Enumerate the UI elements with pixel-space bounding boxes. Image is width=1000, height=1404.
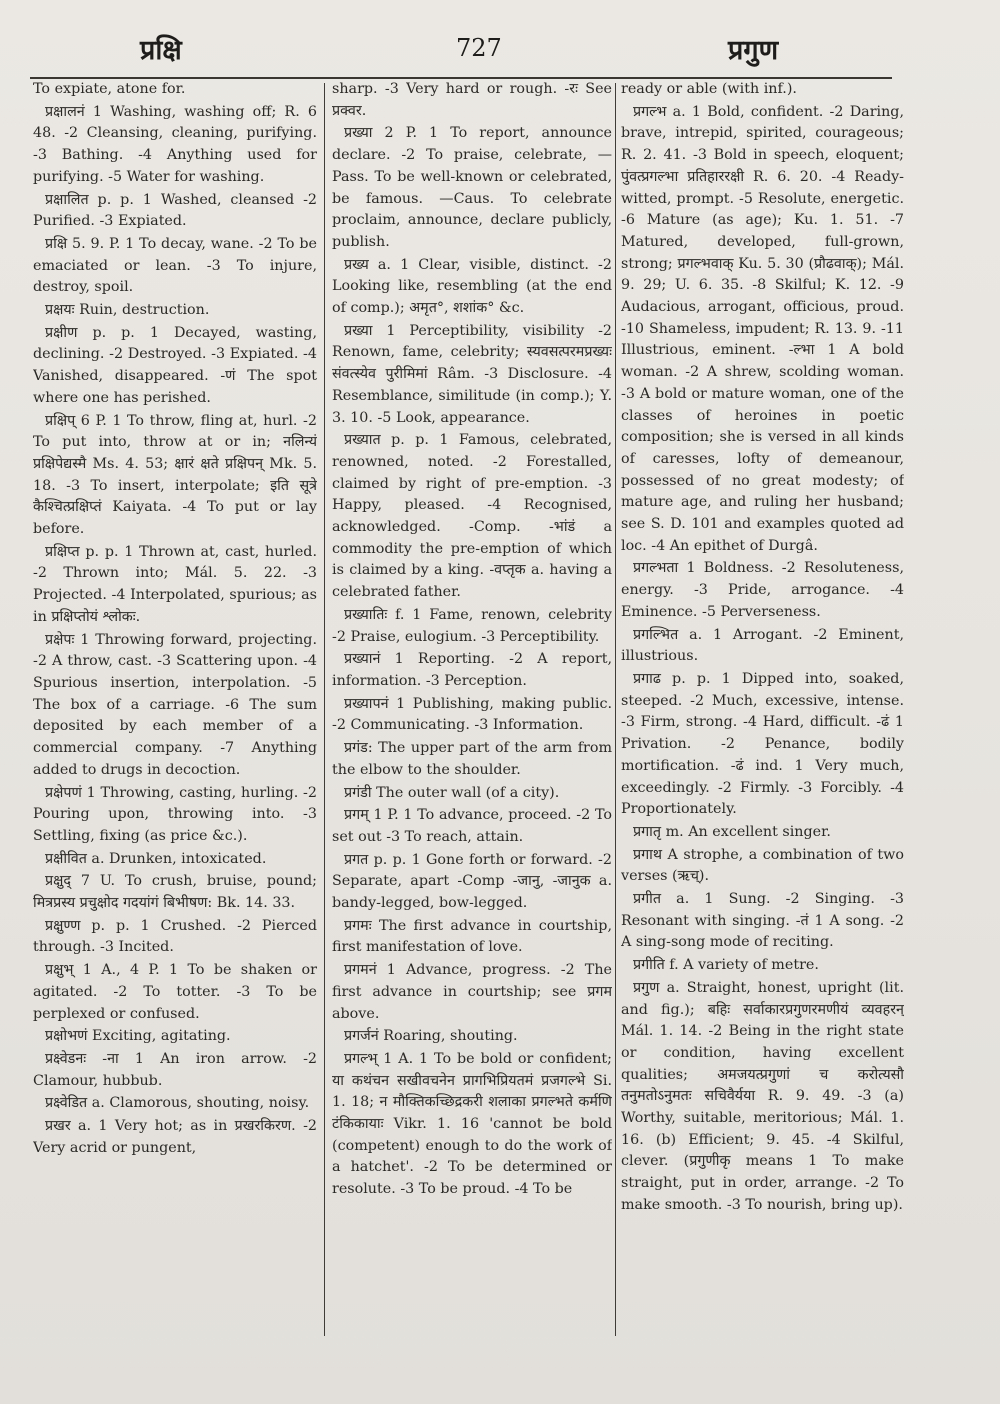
dictionary-entry: प्रक्षिप् 6 P. 1 To throw, fling at, hurl. -2 To put into, throw at or in; नलिन्यं प्रक्षिपेद्यस्मै Ms. 4. 53; क्षारं क्षते प्रक्षिपन् Mk. 5. 18. -3 To insert, interpolate; इति सूत्रे कैश्चित्प्रक्षिप्तं Kaiyata. -4 To put or lay before. xyxy=(33,412,317,538)
dictionary-entry: प्रक्षि 5. 9. P. 1 To decay, wane. -2 To be emaciated or lean. -3 To injure, destroy, spoil. xyxy=(33,235,317,296)
dictionary-entry: प्रगाढ p. p. 1 Dipped into, soaked, steeped. -2 Much, excessive, intense. -3 Firm, strong. -4 Hard, difficult. -ढं 1 Privation. -2 Penance, bodily mortification. -ढं ind. 1 Very much, exceedingly. -2 Firmly. -3 Forcibly. -4 Proportionately. xyxy=(621,670,904,818)
dictionary-entry: प्रख्या 2 P. 1 To report, announce declare. -2 To praise, celebrate, —Pass. To be well-known or celebrated, be famous. —Caus. To celebrate proclaim, announce, declare publicly, publish. xyxy=(332,125,612,250)
dictionary-entry: प्रक्षेपणं 1 Throwing, casting, hurling. -2 Pouring upon, throwing into. -3 Settling, fixing (as price &c.). xyxy=(33,784,317,844)
dictionary-entry: प्रक्षेपः 1 Throwing forward, projecting. -2 A throw, cast. -3 Scattering upon. -4 Spurious insertion, interpolation. -5 The box of a carriage. -6 The sum deposited by each member of a commercial company. -7 Anything added to drugs in decoction. xyxy=(33,631,317,778)
dictionary-entry: प्रगल्भता 1 Boldness. -2 Resoluteness, energy. -3 Pride, arrogance. -4 Eminence. -5 Perverseness. xyxy=(621,560,904,620)
dictionary-entry: प्रगातृ m. An excellent singer. xyxy=(633,823,831,840)
dictionary-entry: प्रख्यात p. p. 1 Famous, celebrated, renowned, noted. -2 Forestalled, claimed by right of pre-emption. -3 Happy, pleased. -4 Recognised, acknowledged. -Comp. -भांडं a commodity the pre-emption of which is claimed by a king. -वप्तृक a. having a celebrated father. xyxy=(332,432,612,601)
dictionary-entry: प्रक्षीवित a. Drunken, intoxicated. xyxy=(45,850,267,867)
dictionary-entry: प्रखर a. 1 Very hot; as in प्रखरकिरण. -2 Very acrid or pungent, xyxy=(33,1118,317,1156)
dictionary-entry: प्रगुण a. Straight, honest, upright (lit. and fig.); बहिः सर्वाकारप्रगुणरमणीयं व्यवहरन् Mál. 1. 14. -2 Being in the right state or condition, having excellent qualities; अमजयत्प्रगुणां च करोत्यसौ तनुमतोऽनुमतः सचिवैर्यया R. 9. 49. -3 (a) Worthy, suitable, meritorious; Mál. 1. 16. (b) Efficient; 9. 45. -4 Skilful, clever. (प्रगुणीकृ means 1 To make straight, put in order, arrange. -2 To make smooth. -3 To nourish, bring up). xyxy=(621,979,904,1213)
dictionary-entry: प्रक्षुभ् 1 A., 4 P. 1 To be shaken or agitated. -2 To totter. -3 To be perplexed or confused. xyxy=(33,962,317,1022)
dictionary-entry: प्रक्षालनं 1 Washing, washing off; R. 6 48. -2 Cleansing, cleaning, purifying. -3 Bathing. -4 Anything used for purifying. -5 Water for washing. xyxy=(33,103,317,185)
dictionary-entry: प्रगल्भित a. 1 Arrogant. -2 Eminent, illustrious. xyxy=(621,626,904,665)
dictionary-entry: प्रगाथ A strophe, a combination of two verses (ऋच्). xyxy=(621,846,904,885)
dictionary-entry: प्रक्षीण p. p. 1 Decayed, wasting, declining. -2 Destroyed. -3 Expiated. -4 Vanished, disappeared. -णं The spot where one has perished. xyxy=(33,324,317,406)
dictionary-entry: प्रगीत a. 1 Sung. -2 Singing. -3 Resonant with singing. -तं 1 A song. -2 A sing-song mode of reciting. xyxy=(621,891,904,951)
column-right xyxy=(621,79,904,1379)
dictionary-entry: प्रगम् 1 P. 1 To advance, proceed. -2 To set out -3 To reach, attain. xyxy=(332,807,612,845)
page-header xyxy=(0,18,1000,78)
page-number: 727 xyxy=(456,34,502,62)
dictionary-entry: प्रक्ष्वेडनः -ना 1 An iron arrow. -2 Clamour, hubbub. xyxy=(33,1050,317,1089)
dictionary-entry: प्रख्यापनं 1 Publishing, making public. -2 Communicating. -3 Information. xyxy=(332,695,612,734)
right-running-headword: प्रगुण xyxy=(728,35,779,66)
dictionary-entry: प्रगंड: The upper part of the arm from the elbow to the shoulder. xyxy=(332,740,612,778)
dictionary-entry: प्रगल्भ a. 1 Bold, confident. -2 Daring, brave, intrepid, spirited, courageous; R. 2. 41. -3 Bold in speech, eloquent; पुंवत्प्रगल्भा प्रतिहाररक्षी R. 6. 20. -4 Ready-witted, prompt. -5 Resolute, energetic. -6 Mature (as age); Ku. 1. 51. -7 Matured, developed, full-grown, strong; प्रगल्भवाक् Ku. 5. 30 (प्रौढवाक्); Mál. 9. 29; U. 6. 35. -8 Skilful; K. 12. -9 Audacious, arrogant, officious, proud. -10 Shameless, impudent; R. 13. 9. -11 Illustrious, eminent. -ल्भा 1 A bold woman. -2 A shrew, scolding woman. -3 A bold or mature woman, one of the classes of heroines in poetic composition; she is versed in all kinds of caresses, lofty of demeanour, possessed of no great modesty; of mature age, and ruling her husband; see S. D. 101 and examples quoted ad loc. -4 An epithet of Durgâ. xyxy=(621,103,904,554)
dictionary-entry: प्रगल्भ् 1 A. 1 To be bold or confident; या कथंचन सखीवचनेन प्रागभिप्रियतमं प्रजगल्भे Si. 1. 18; न मौक्तिकच्छिद्रकरी शलाका प्रगल्भते कर्मणि टंकिकायाः Vikr. 1. 16 'cannot be bold (competent) enough to do the work of a hatchet'. -2 To be determined or resolute. -3 To be proud. -4 To be xyxy=(332,1050,612,1198)
dictionary-entry: प्रगमः The first advance in courtship, first manifestation of love. xyxy=(332,917,612,956)
dictionary-entry: प्रख्यानं 1 Reporting. -2 A report, information. -3 Perception. xyxy=(332,651,612,689)
dictionary-entry: To expiate, atone for. xyxy=(33,81,186,97)
dictionary-entry: प्रक्षिप्त p. p. 1 Thrown at, cast, hurled. -2 Thrown into; Mál. 5. 22. -3 Projected. -4 Interpolated, spurious; as in प्रक्षिप्तोयं श्लोकः. xyxy=(33,543,317,625)
dictionary-entry: ready or able (with inf.). xyxy=(621,81,797,97)
dictionary-entry: प्रक्षालित p. p. 1 Washed, cleansed -2 Purified. -3 Expiated. xyxy=(33,191,317,230)
dictionary-entry: प्रगंडी The outer wall (of a city). xyxy=(344,784,560,801)
column-divider xyxy=(324,83,325,1336)
dictionary-entry: प्रक्षुद् 7 U. To crush, bruise, pound; मित्रप्रस्य प्रचुक्षोद गदयांगं बिभीषण: Bk. 14. 33. xyxy=(33,873,317,912)
dictionary-entry: प्रक्षयः Ruin, destruction. xyxy=(45,302,210,319)
dictionary-entry: प्रख्य a. 1 Clear, visible, distinct. -2 Looking like, resembling (at the end of comp.); अमृत°, शशांक° &c. xyxy=(332,256,612,317)
left-running-headword: प्रक्षि xyxy=(140,35,182,66)
dictionary-entry: sharp. -3 Very hard or rough. -रः See प्रक्वर. xyxy=(332,81,612,119)
dictionary-entry: प्रगीति f. A variety of metre. xyxy=(633,957,819,974)
dictionary-entry: प्रक्ष्वेडित a. Clamorous, shouting, noisy. xyxy=(45,1095,310,1112)
dictionary-entry: प्रगमनं 1 Advance, progress. -2 The first advance in courtship; see प्रगम above. xyxy=(332,962,612,1022)
dictionary-entry: प्रक्षुण्ण p. p. 1 Crushed. -2 Pierced through. -3 Incited. xyxy=(33,917,317,956)
dictionary-entry: प्रगत p. p. 1 Gone forth or forward. -2 Separate, apart -Comp -जानु, -जानुक a. bandy-legged, bow-legged. xyxy=(332,851,612,912)
dictionary-entry: प्रगर्जनं Roaring, shouting. xyxy=(344,1028,518,1045)
dictionary-entry: प्रख्यातिः f. 1 Fame, renown, celebrity -2 Praise, eulogium. -3 Perceptibility. xyxy=(332,606,612,645)
column-left xyxy=(33,79,317,1379)
column-middle xyxy=(332,79,612,1379)
dictionary-entry: प्रख्या 1 Perceptibility, visibility -2 Renown, fame, celebrity; स्यवसत्परमप्रख्यः संवत्स्येव पुरीमिमां Râm. -3 Disclosure. -4 Resemblance, similitude (in comp.); Y. 3. 10. -5 Look, appearance. xyxy=(332,322,612,426)
dictionary-entry: प्रक्षोभणं Exciting, agitating. xyxy=(45,1028,231,1045)
column-divider xyxy=(615,83,616,1336)
